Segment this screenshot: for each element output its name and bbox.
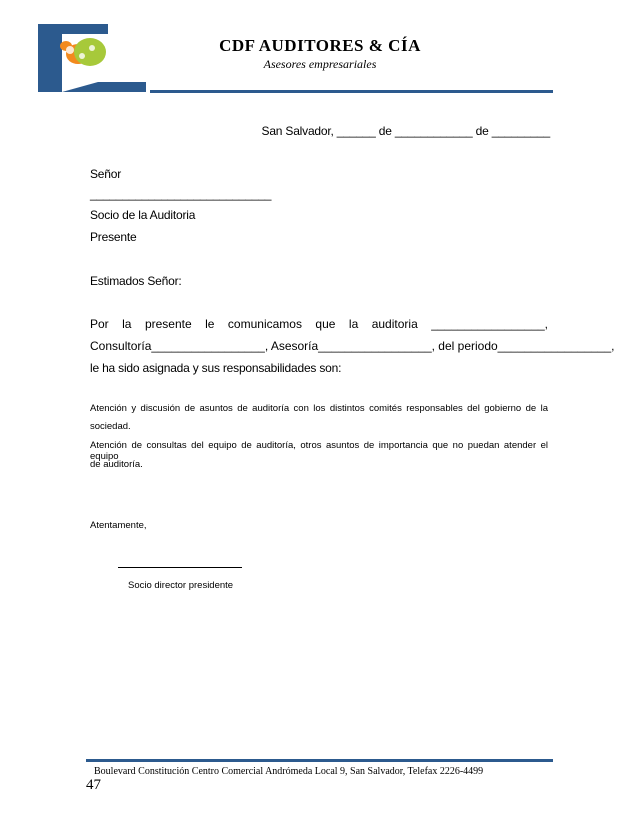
salutation-title: Señor — [90, 167, 122, 181]
recipient-role: Socio de la Auditoria — [90, 208, 196, 222]
closing: Atentamente, — [90, 520, 147, 531]
company-name: CDF AUDITORES & CÍA — [219, 36, 421, 55]
responsibility-1-line-2: sociedad. — [90, 421, 131, 432]
footer-divider — [86, 759, 553, 762]
company-tagline: Asesores empresariales — [263, 57, 377, 71]
presente-label: Presente — [90, 230, 137, 244]
signer-title: Socio director presidente — [128, 580, 234, 591]
date-line: San Salvador, ______ de ____________ de _________ — [261, 124, 550, 138]
responsibility-2-line-1: Atención de consultas del equipo de auditoría, otros asuntos de importancia que no puedan atender el equipo — [90, 440, 548, 462]
header-divider — [150, 90, 553, 93]
body-line-2: Consultoría_________________, Asesoría_________________, del periodo_________________, — [90, 339, 615, 353]
company-logo-icon — [38, 24, 146, 92]
body-line-1: Por la presente le comunicamos que la auditoria _________________, — [90, 317, 548, 331]
responsibility-2-line-2: de auditoría. — [90, 459, 143, 470]
greeting: Estimados Señor: — [90, 274, 182, 288]
footer-address: Boulevard Constitución Centro Comercial Andrómeda Local 9, San Salvador, Telefax 2226-4499 — [94, 766, 484, 777]
page-number: 47 — [86, 777, 101, 793]
body-line-3: le ha sido asignada y sus responsabilidades son: — [90, 361, 342, 375]
recipient-name-blank: ____________________________ — [90, 187, 272, 201]
signature-line — [118, 567, 242, 568]
responsibility-1-line-1: Atención y discusión de asuntos de auditoría con los distintos comités responsables del gobierno de la — [90, 403, 548, 414]
